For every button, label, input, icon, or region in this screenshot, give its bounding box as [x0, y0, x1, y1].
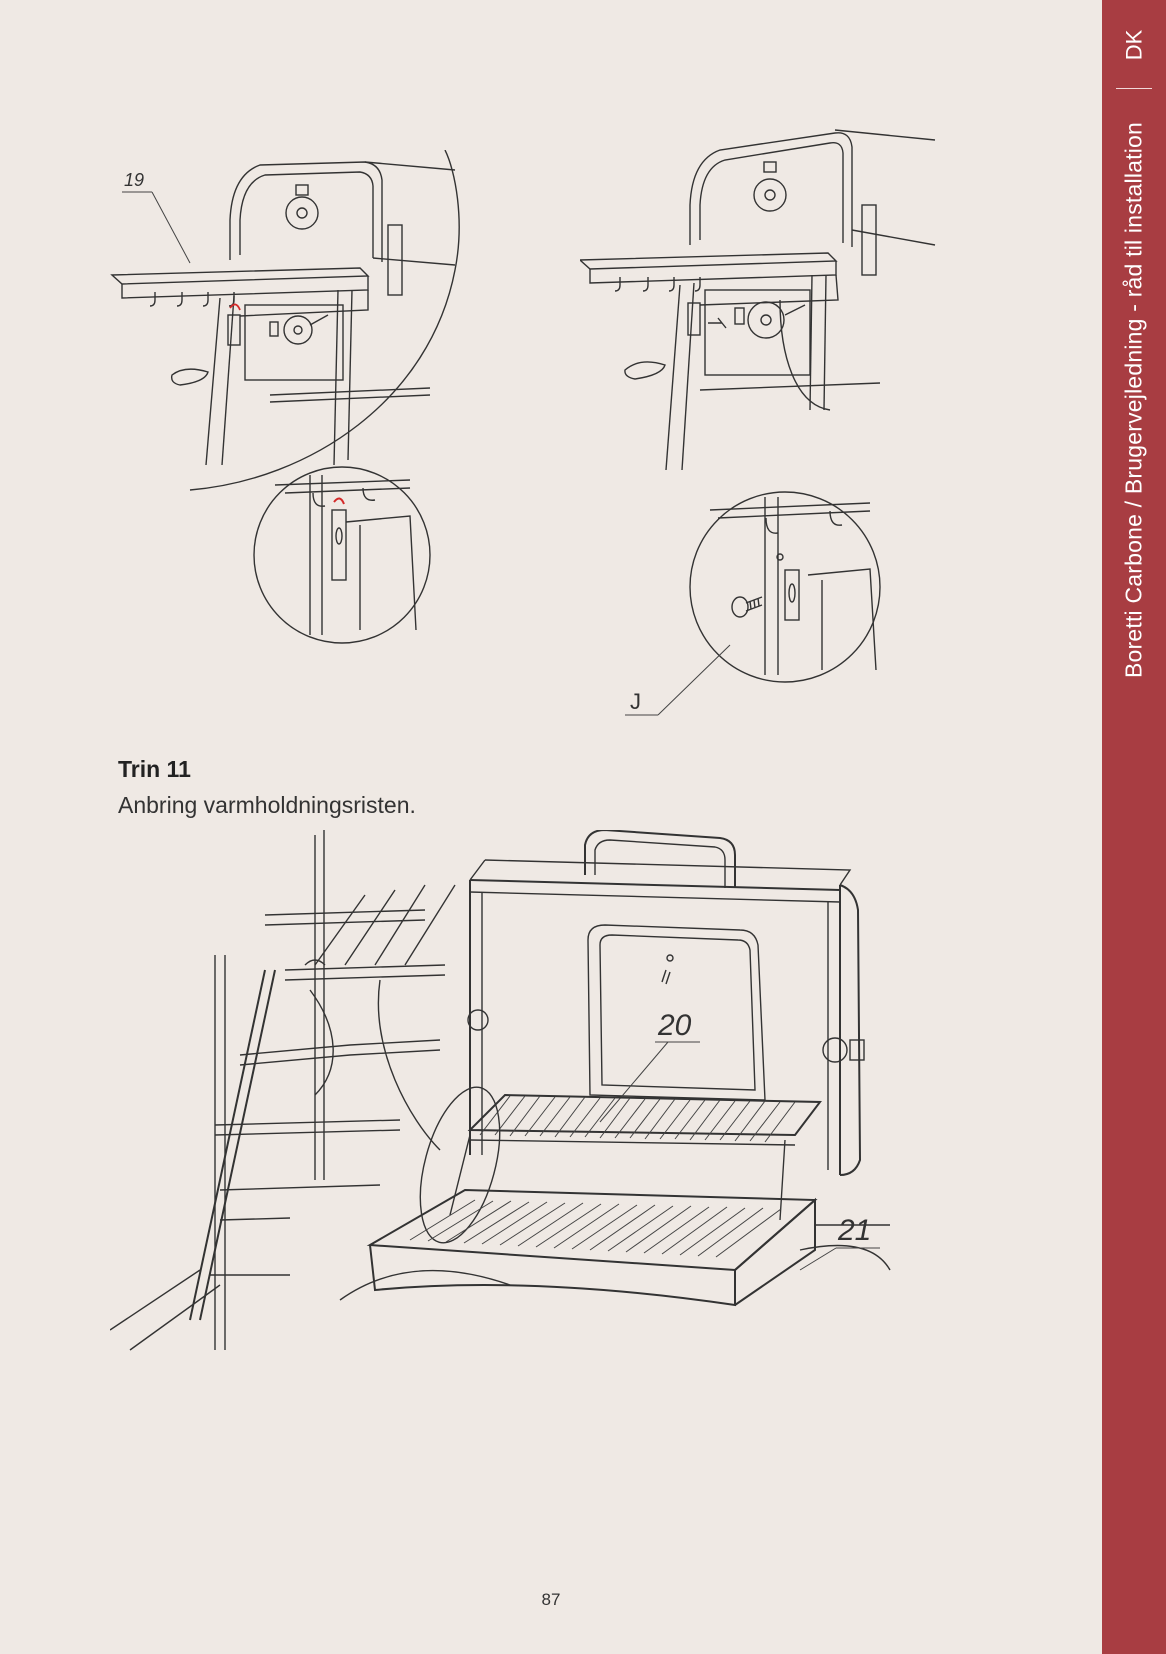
callout-j: J — [630, 689, 641, 714]
callout-19: 19 — [124, 170, 145, 190]
language-code: DK — [1121, 29, 1146, 61]
sidebar-divider — [1116, 88, 1152, 89]
callout-20: 20 — [658, 1009, 692, 1042]
language-tag — [1102, 18, 1166, 72]
screw-fixing-figure — [580, 125, 1000, 725]
callout-21: 21 — [838, 1214, 872, 1247]
step-instruction: Anbring varmholdningsristen. — [118, 792, 416, 818]
manual-title: Boretti Carbone / Brugervejledning - råd til installation — [1120, 121, 1147, 679]
sidebar-band — [1102, 0, 1166, 1654]
page-number: 87 — [541, 1590, 561, 1609]
warming-rack-figure — [110, 830, 950, 1360]
step-title: Trin 11 — [118, 756, 191, 782]
shelf-assembly-figure — [110, 150, 510, 690]
